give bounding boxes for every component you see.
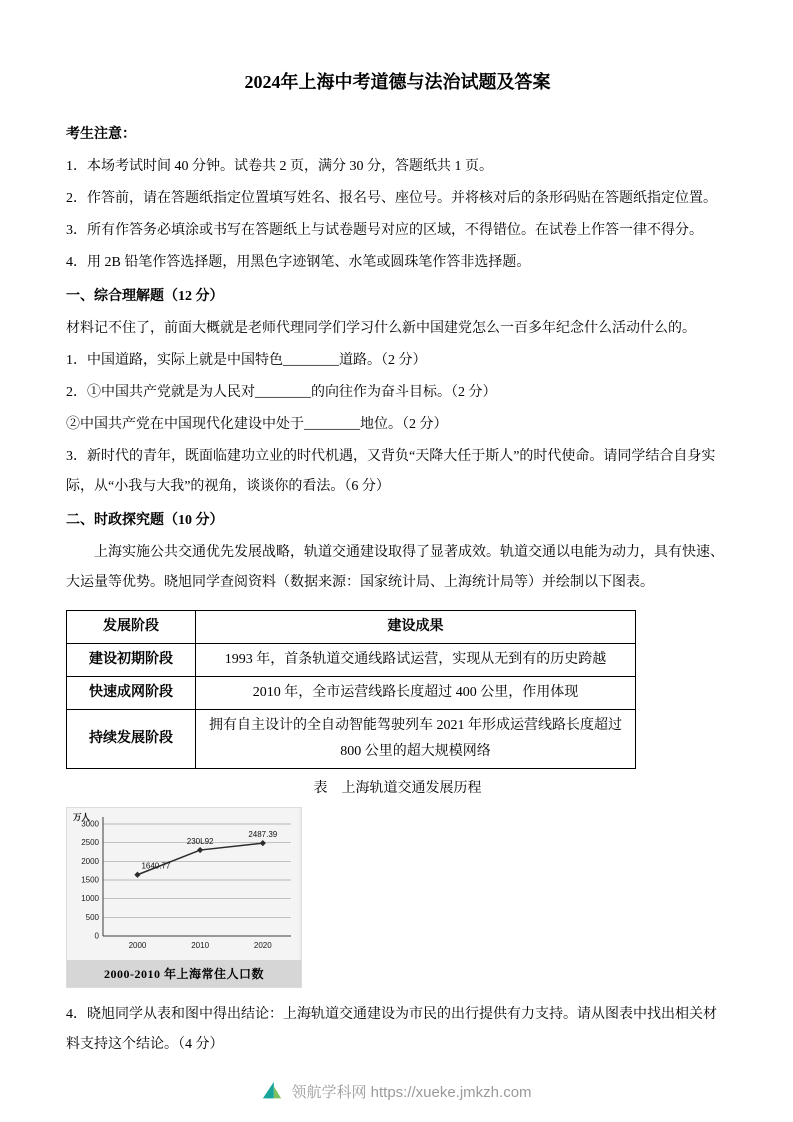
table-row — [67, 710, 636, 769]
chart-canvas — [67, 808, 299, 960]
xueke-logo-icon — [261, 1080, 283, 1102]
table-cell-stage-2: 快速成网阶段 — [67, 677, 196, 710]
notice-item-2: 2．作答前，请在答题纸指定位置填写姓名、报名号、座位号。并将核对后的条形码贴在答题纸指定位置。 — [66, 191, 717, 206]
table-row — [67, 644, 636, 677]
svg-text:0: 0 — [94, 931, 99, 941]
svg-text:1500: 1500 — [81, 875, 99, 885]
svg-text:2000: 2000 — [81, 856, 99, 866]
section1-heading: 一、综合理解题（12 分） — [66, 289, 224, 304]
table-row — [67, 677, 636, 710]
section1-question-1: 1．中国道路，实际上就是中国特色________道路。（2 分） — [66, 353, 427, 368]
section2-question-4: 4．晓旭同学从表和图中得出结论：上海轨道交通建设为市民的出行提供有力支持。请从图表中找出相关材料支持这个结论。（4 分） — [66, 1007, 717, 1052]
table-header-achievement: 建设成果 — [196, 611, 636, 644]
table-cell-achievement-3: 拥有自主设计的全自动智能驾驶列车 2021 年形成运营线路长度超过 800 公里的超大规模网络 — [196, 710, 636, 769]
section1-question-2b: ②中国共产党在中国现代化建设中处于________地位。（2 分） — [66, 417, 448, 432]
notice-item-4: 4．用 2B 铅笔作答选择题，用黑色字迹钢笔、水笔或圆珠笔作答非选择题。 — [66, 255, 531, 270]
watermark-footer — [0, 1080, 793, 1102]
svg-text:500: 500 — [85, 912, 99, 922]
svg-text:2487.39: 2487.39 — [248, 830, 278, 840]
svg-text:2500: 2500 — [81, 838, 99, 848]
chart-title: 2000-2010 年上海常住人口数 — [67, 960, 301, 987]
notice-heading: 考生注意： — [66, 127, 136, 142]
table-cell-achievement-1: 1993 年，首条轨道交通线路试运营，实现从无到有的历史跨越 — [196, 644, 636, 677]
table-header-row — [67, 611, 636, 644]
svg-text:1640.77: 1640.77 — [141, 861, 171, 871]
section2-intro: 上海实施公共交通优先发展战略，轨道交通建设取得了显著成效。轨道交通以电能为动力，具有快速、大运量等优势。晓旭同学查阅资料（数据来源：国家统计局、上海统计局等）并绘制以下图表。 — [66, 545, 724, 590]
table-cell-achievement-2: 2010 年，全市运营线路长度超过 400 公里，作用体现 — [196, 677, 636, 710]
notice-item-1: 1．本场考试时间 40 分钟。试卷共 2 页，满分 30 分，答题纸共 1 页。 — [66, 159, 493, 174]
page-title: 2024年上海中考道德与法治试题及答案 — [244, 72, 551, 92]
section1-question-2a: 2．①中国共产党就是为人民对________的向往作为奋斗目标。（2 分） — [66, 385, 497, 400]
notice-item-3: 3．所有作答务必填涂或书写在答题纸上与试卷题号对应的区域，不得错位。在试卷上作答一律不得分。 — [66, 223, 703, 238]
development-stage-table — [66, 610, 636, 769]
table-caption: 表 上海轨道交通发展历程 — [313, 781, 482, 796]
svg-text:2010: 2010 — [191, 941, 210, 950]
svg-text:2000: 2000 — [128, 941, 147, 950]
watermark-link[interactable]: 领航学科网 https://xueke.jmkzh.com — [291, 1083, 532, 1101]
section2-heading: 二、时政探究题（10 分） — [66, 513, 224, 528]
section1-question-3: 3．新时代的青年，既面临建功立业的时代机遇，又背负“天降大任于斯人”的时代使命。请同学结合自身实际，从“小我与大我”的视角，谈谈你的看法。（6 分） — [66, 449, 716, 494]
svg-text:230L92: 230L92 — [186, 837, 214, 847]
section1-intro: 材料记不住了，前面大概就是老师代理同学们学习什么新中国建党怎么一百多年纪念什么活动什么的。 — [66, 321, 696, 336]
table-cell-stage-3: 持续发展阶段 — [67, 710, 196, 769]
svg-text:2020: 2020 — [253, 941, 272, 950]
svg-text:1000: 1000 — [81, 894, 99, 904]
table-header-stage: 发展阶段 — [67, 611, 196, 644]
table-cell-stage-1: 建设初期阶段 — [67, 644, 196, 677]
population-line-chart — [66, 807, 302, 988]
svg-text:3000: 3000 — [81, 819, 99, 829]
svg-text:万人: 万人 — [73, 812, 91, 822]
